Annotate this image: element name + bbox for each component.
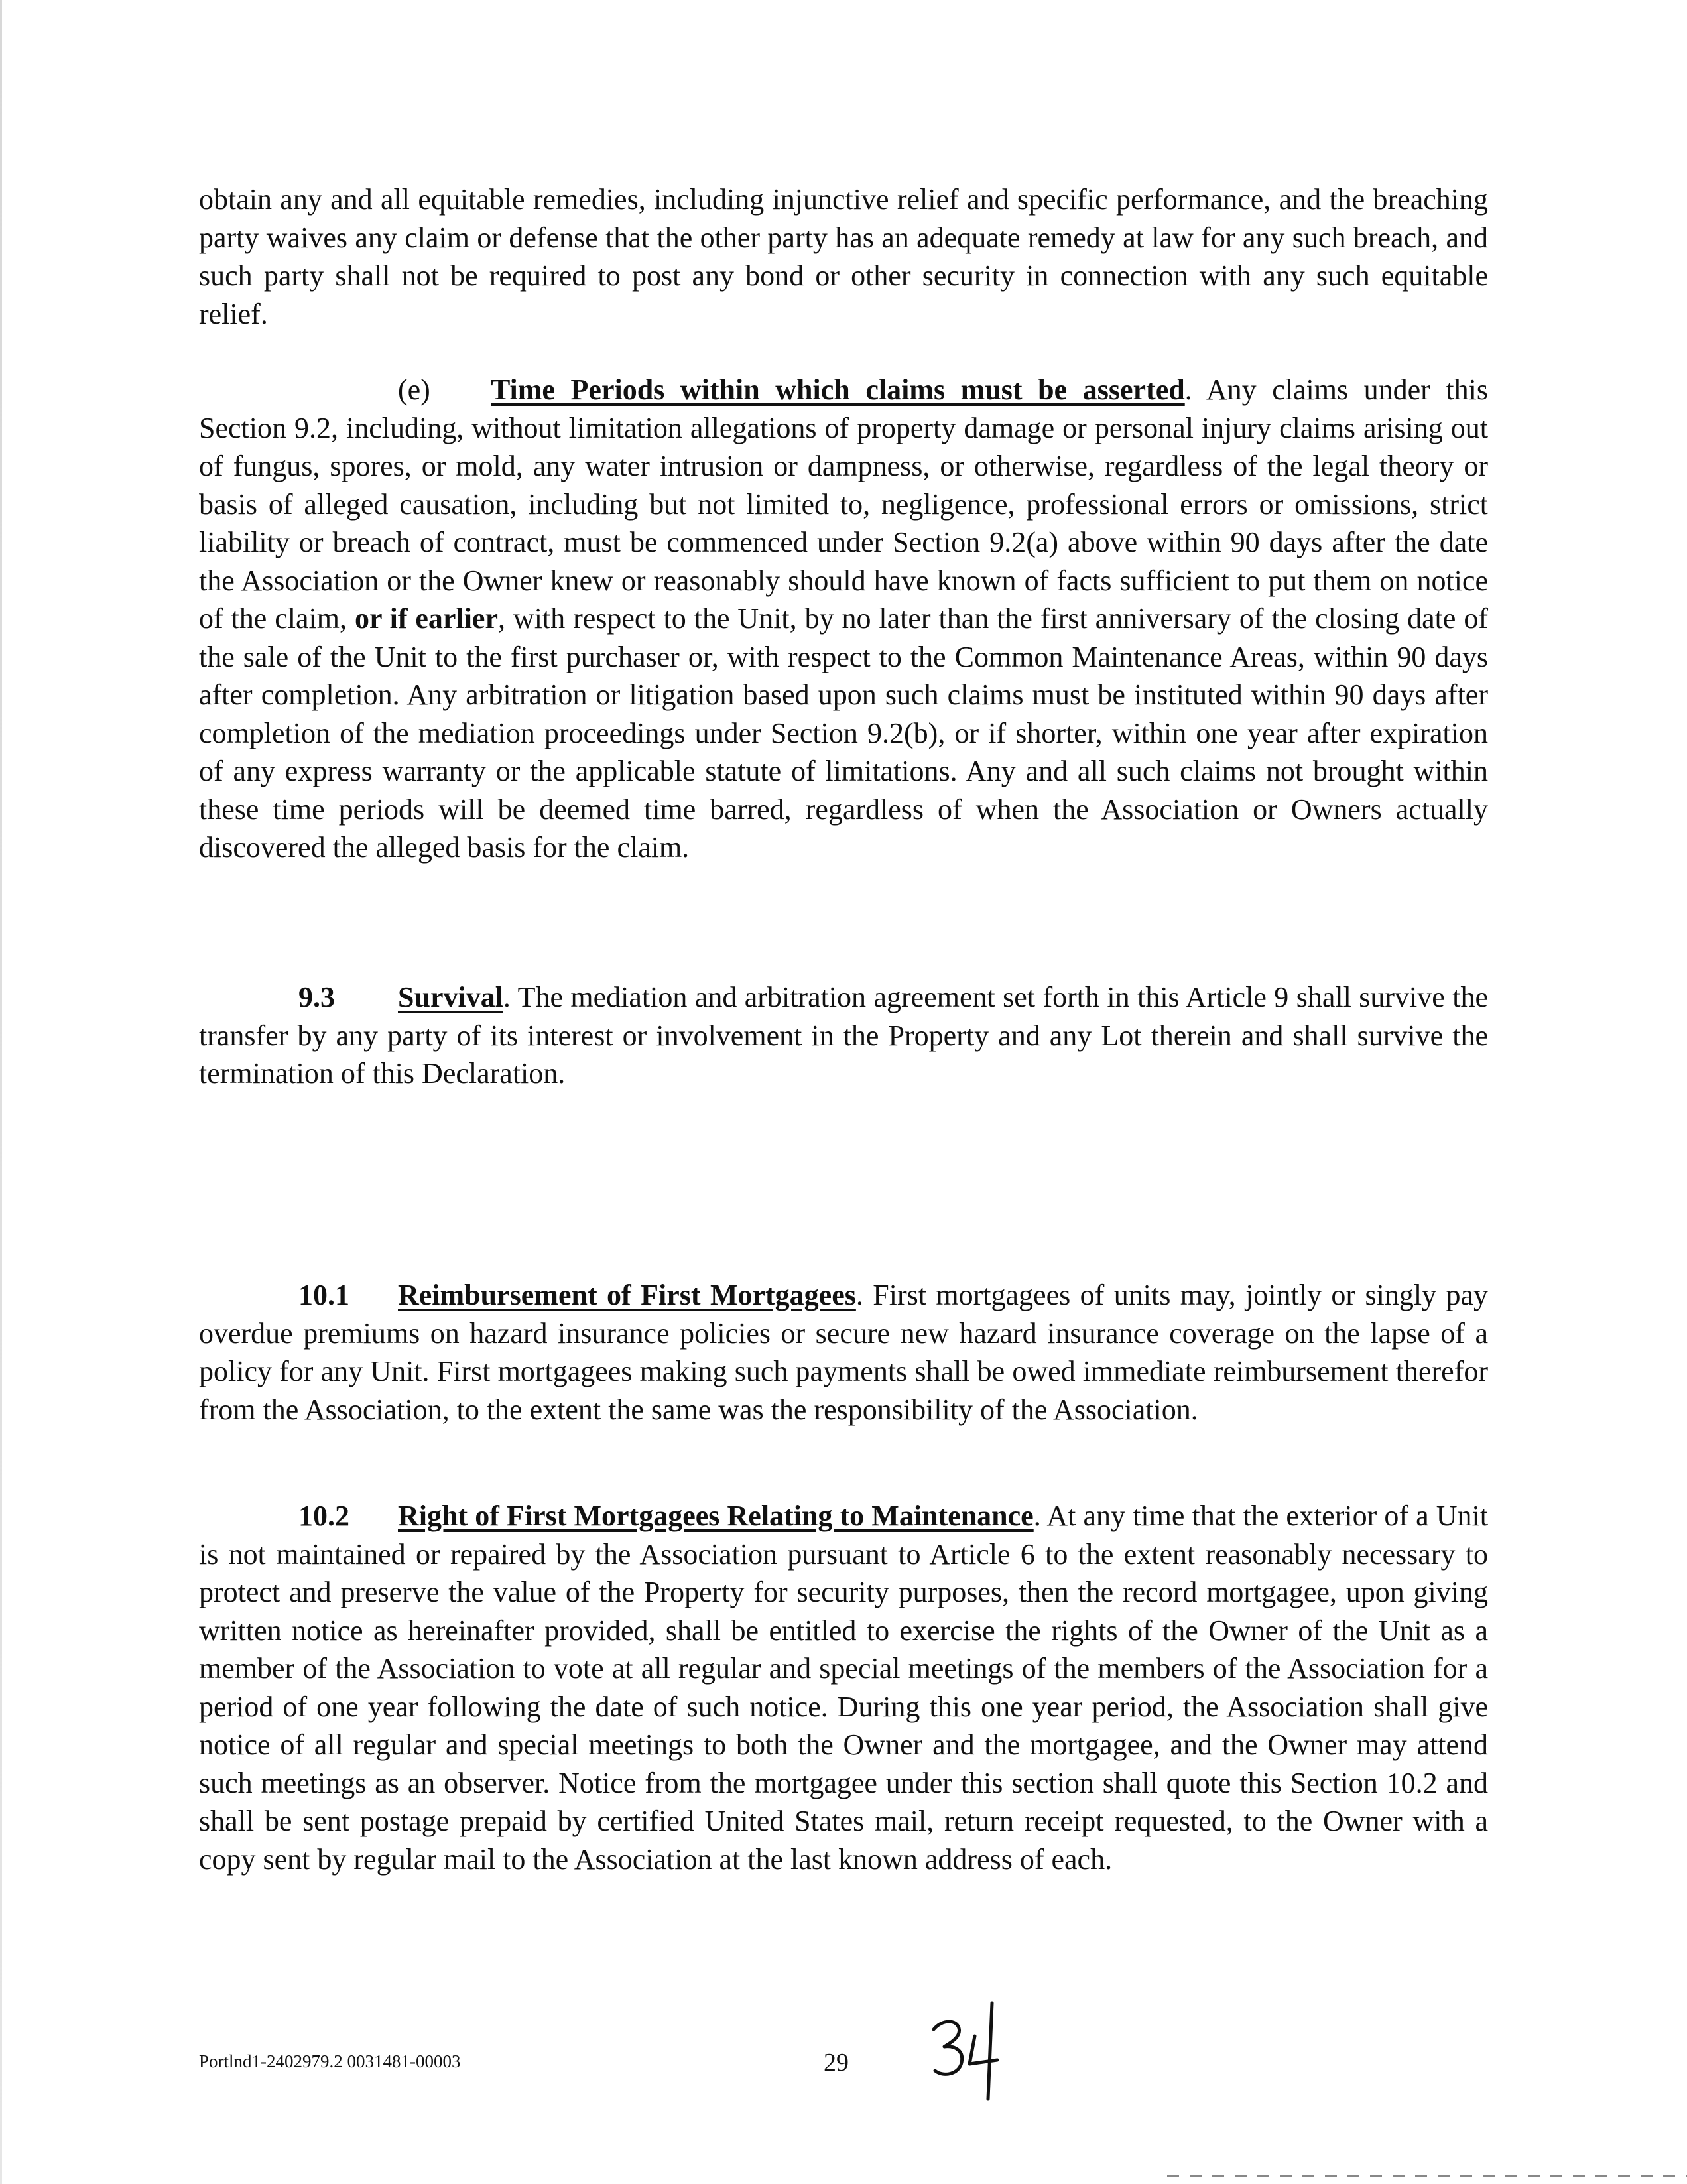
paragraph-text: . At any time that the exterior of a Unit is not maintained or repaired by the Association pursuant to Article 6 to the extent reasonably necessary to protect and preserve the value of the Property for security purposes, then the record mortgagee, upon giving written notice as hereinafter provided, shall be entitled to exercise the rights of the Owner of the Unit as a member of the Association to vote at all regular and special meetings of the members of the Association for a period of one year following the date of such notice. During this one year period, the Association shall give notice of all regular and special meetings to both the Owner and the mortgagee, and the Owner may attend such meetings as an observer. Notice from the mortgagee under this section shall quote this Section 10.2 and shall be sent postage prepaid by certified United States mail, return receipt requested, to the Owner with a copy sent by regular mail to the Association at the last known address of each. (199, 1500, 1488, 1876)
scan-edge (0, 0, 2, 2184)
section-10-2 (199, 1497, 1488, 1878)
section-9-3 (199, 978, 1488, 1093)
paragraph-text: obtain any and all equitable remedies, including injunctive relief and specific performance, and the breaching party waives any claim or defense that the other party has an adequate remedy at law for any such breach, and such party shall not be required to post any bond or other security in connection with any such equitable relief. (199, 183, 1488, 330)
paragraph-text: . The mediation and arbitration agreement set forth in this Article 9 shall survive the transfer by any party of its interest or involvement in the Property and any Lot therein and shall survive the termination of this Declaration. (199, 981, 1488, 1090)
paragraph-9-2-e (199, 371, 1488, 867)
paragraph-text: , with respect to the Unit, by no later than the first anniversary of the closing date of the sale of the Unit to the first purchaser or, with respect to the Common Maintenance Areas, within 90 days after completion. Any arbitration or litigation based upon such claims must be instituted within 90 days after completion of the mediation proceedings under Section 9.2(b), or if shorter, within one year after expiration of any express warranty or the applicable statute of limitations. Any and all such claims not brought within these time periods will be deemed time barred, regardless of when the Association or Owners actually discovered the alleged basis for the claim. (199, 602, 1489, 864)
paragraph-continuation (199, 180, 1488, 333)
section-number: 9.3 (298, 981, 335, 1013)
subsection-label: (e) (398, 373, 430, 406)
section-number: 10.1 (298, 1279, 349, 1311)
section-heading: Survival (398, 981, 503, 1013)
handwritten-page-number (928, 1990, 1008, 2102)
document-id: Portlnd1-2402979.2 0031481-00003 (199, 2051, 461, 2071)
scan-artifact (1167, 2175, 1687, 2177)
section-heading: Reimbursement of First Mortgagees (398, 1279, 856, 1311)
section-number: 10.2 (298, 1500, 349, 1532)
page-number: 29 (824, 2049, 849, 2077)
bold-phrase: or if earlier (354, 602, 498, 635)
subsection-heading: Time Periods within which claims must be asserted (491, 373, 1185, 406)
paragraph-text: . Any claims under this Section 9.2, including, without limitation allegations of property damage or personal injury claims arising out of fungus, spores, or mold, any water intrusion or dampness, or otherwise, regardless of the legal theory or basis of alleged causation, including but not limited to, negligence, professional errors or omissions, strict liability or breach of contract, must be commenced under Section 9.2(a) above within 90 days after the date the Association or the Owner knew or reasonably should have known of facts sufficient to put them on notice of the claim, (199, 373, 1488, 635)
paragraph-text: . First mortgagees of units may, jointly or singly pay overdue premiums on hazard insurance policies or secure new hazard insurance coverage on the lapse of a policy for any Unit. First mortgagees making such payments shall be owed immediate reimbursement therefor from the Association, to the extent the same was the responsibility of the Association. (199, 1279, 1489, 1426)
section-10-1 (199, 1276, 1488, 1429)
section-heading: Right of First Mortgagees Relating to Maintenance (398, 1500, 1034, 1532)
